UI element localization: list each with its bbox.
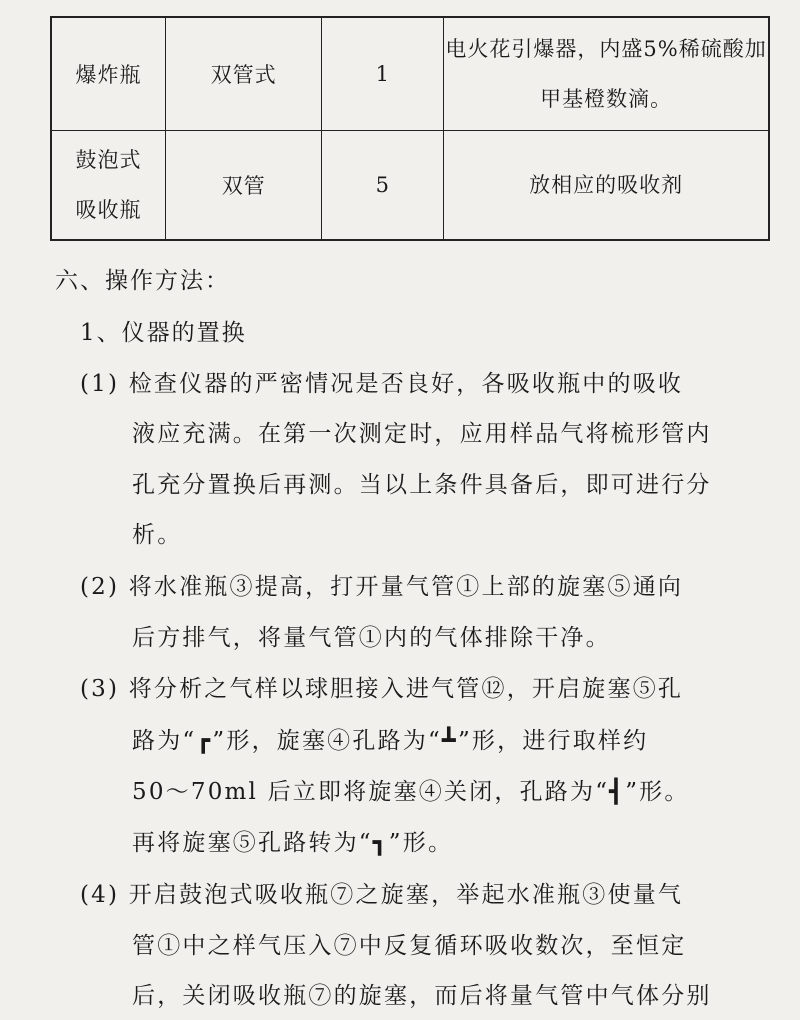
step-1-line: 析。 [132,522,183,548]
step-1-line: 孔充分置换后再测。当以上条件具备后，即可进行分 [132,472,712,498]
table-row [51,131,769,241]
step-3-line: 再将旋塞⑤孔路转为“┓”形。 [132,830,454,856]
table-cell-count: 5 [322,131,444,241]
step-1-line: (1) 检查仪器的严密情况是否良好，各吸收瓶中的吸收 [80,371,684,397]
table-cell-type: 双管 [165,131,321,241]
table-cell-type: 双管式 [165,17,321,131]
table-name-line: 鼓泡式 [75,148,142,172]
table-row [51,17,769,131]
step-4-line: 后，关闭吸收瓶⑦的旋塞，而后将量气管中气体分别 [132,983,712,1009]
table-note-line: 电火花引爆器，内盛5%稀硫酸加 [445,37,767,61]
step-3-line: 路为“┏”形，旋塞④孔路为“┻”形，进行取样约 [132,728,649,754]
step-2-line: (2) 将水准瓶③提高，打开量气管①上部的旋塞⑤通向 [80,574,684,600]
table-note-line: 甲基橙数滴。 [540,87,673,111]
table-cell-name [51,131,165,241]
apparatus-table [50,16,770,241]
table-note-line: 放相应的吸收剂 [529,173,684,197]
step-3-line: (3) 将分析之气样以球胆接入进气管⑫，开启旋塞⑤孔 [80,676,684,702]
table-cell-name: 爆炸瓶 [51,17,165,131]
step-3-line: 50～70ml 后立即将旋塞④关闭，孔路为“┫”形。 [132,779,690,805]
step-1-line: 液应充满。在第一次测定时，应用样品气将梳形管内 [132,421,712,447]
table-cell-note [444,131,769,241]
table-name-line: 吸收瓶 [75,198,142,222]
table-cell-count: 1 [322,17,444,131]
subsection-title: 1、仪器的置换 [80,320,247,346]
step-2-line: 后方排气，将量气管①内的气体排除干净。 [132,625,611,651]
step-4-line: 管①中之样气压入⑦中反复循环吸收数次，至恒定 [132,933,687,959]
table-cell-note [444,17,769,131]
step-4-line: (4) 开启鼓泡式吸收瓶⑦之旋塞，举起水准瓶③使量气 [80,882,684,908]
section-title: 六、操作方法： [55,268,230,294]
